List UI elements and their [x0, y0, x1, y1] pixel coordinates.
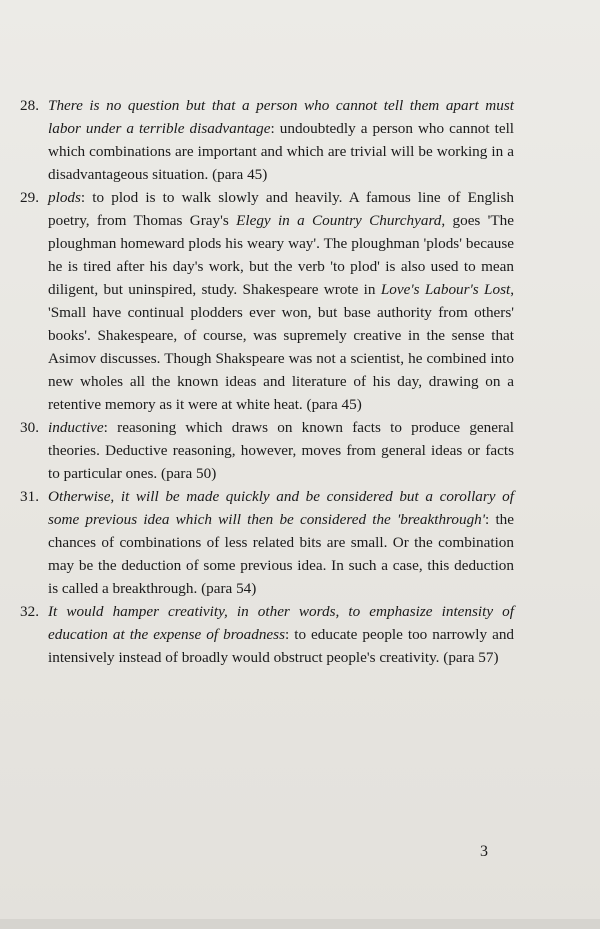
note-32: [20, 600, 514, 669]
note-term: plods: [48, 189, 81, 206]
poem-title: Elegy in a Country Churchyard: [236, 212, 442, 229]
note-term: inductive: [48, 419, 104, 436]
para-reference: (para 54): [201, 580, 257, 597]
note-italic-phrase: There is no question but that a person who cannot tell them apart must labor under a terrible disadvantage: [48, 97, 514, 137]
note-text: undoubtedly a person who cannot tell which combinations are important and which are trivial will be working in a disadvantageous situation.: [48, 120, 515, 183]
note-colon: :: [485, 511, 490, 528]
note-number: 30.: [20, 419, 39, 436]
para-reference: (para 57): [443, 649, 499, 666]
note-30: [20, 416, 514, 485]
note-colon: :: [103, 419, 108, 436]
note-italic-phrase: Otherwise, it will be made quickly and be considered but a corollary of some previous idea which will then be considered the 'breakthrough': [48, 488, 514, 528]
para-reference: (para 45): [212, 166, 268, 183]
note-29: [20, 186, 514, 416]
note-number: 29.: [20, 189, 39, 206]
note-colon: :: [270, 120, 275, 137]
page-number: 3: [480, 843, 488, 860]
note-text: the chances of combinations of less related bits are small. Or the combination may be the deduction of some previous idea. In such a case, this deduction is called a breakthrough.: [48, 511, 514, 597]
note-28: [20, 94, 514, 186]
note-31: [20, 485, 514, 600]
note-text: reasoning which draws on known facts to produce general theories. Deductive reasoning, however, moves from general ideas or facts to particular ones.: [48, 419, 515, 482]
note-number: 32.: [20, 603, 39, 620]
note-number: 31.: [20, 488, 39, 505]
note-text: to educate people too narrowly and intensively instead of broadly would obstruct people's creativity.: [48, 626, 515, 666]
note-text: to plod is to walk slowly and heavily. A famous line of English poetry, from Thomas Gray's: [48, 189, 514, 229]
page-bottom-edge: [0, 919, 600, 929]
note-italic-phrase: It would hamper creativity, in other words, to emphasize intensity of education at the expense of broadness: [48, 603, 514, 643]
para-reference: (para 50): [161, 465, 217, 482]
play-title: Love's Labour's Lost: [380, 281, 511, 298]
para-reference: (para 45): [306, 396, 362, 413]
note-text: , goes 'The ploughman homeward plods his weary way'. The ploughman 'plods' because he is tired after his day's work, but the verb 'to plod' is also used to mean diligent, but uninspired, study. Shakespeare wrote in: [48, 212, 515, 298]
note-colon: :: [80, 189, 86, 206]
notes-list: [20, 94, 514, 669]
note-text: , 'Small have continual plodders ever won, but base authority from others' books'. Shakespeare, of course, was supremely creative in the sense that Asimov discusses. Though Shakspeare was not a scientist, he combined into new wholes all the known ideas and literature of his day, drawing on a retentive memory as it were at white heat.: [48, 281, 514, 413]
note-colon: :: [284, 626, 290, 643]
note-number: 28.: [20, 97, 39, 114]
